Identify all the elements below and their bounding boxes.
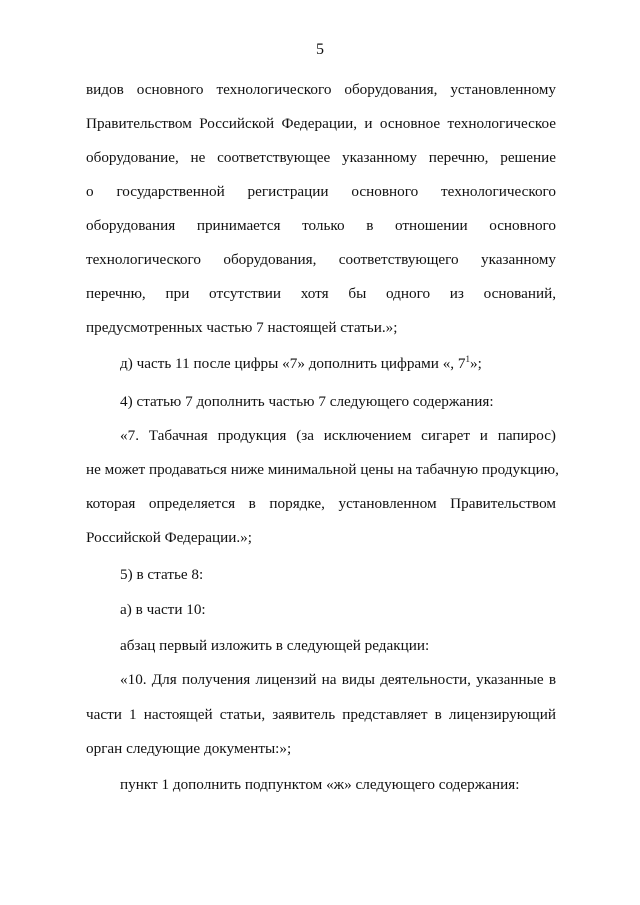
text-line: перечню, при отсутствии хотя бы одного из оснований,: [86, 285, 556, 302]
text-line: Правительством Российской Федерации, и основное технологическое: [86, 115, 556, 132]
text-line: 4) статью 7 дополнить частью 7 следующего содержания:: [120, 393, 494, 410]
text-line: орган следующие документы:»;: [86, 740, 292, 757]
text-line: «7. Табачная продукция (за исключением сигарет и папирос): [120, 427, 556, 444]
text-line: видов основного технологического оборудования, установленному: [86, 81, 556, 98]
text-line: 5) в статье 8:: [120, 566, 204, 583]
text-line: оборудования принимается только в отношении основного: [86, 217, 556, 234]
text-line: технологического оборудования, соответствующего указанному: [86, 251, 556, 268]
page-number: 5: [316, 41, 324, 58]
text-segment: д) часть 11 после цифры «7» дополнить цифрами «, 7: [120, 355, 466, 372]
text-segment: »;: [470, 355, 482, 372]
text-line: предусмотренных частью 7 настоящей статьи.»;: [86, 319, 398, 336]
text-line: о государственной регистрации основного технологического: [86, 183, 556, 200]
text-line: не может продаваться ниже минимальной цены на табачную продукцию,: [86, 461, 559, 478]
text-line: пункт 1 дополнить подпунктом «ж» следующего содержания:: [120, 776, 520, 793]
text-line-with-superscript: [120, 354, 556, 374]
text-line: части 1 настоящей статьи, заявитель представляет в лицензирующий: [86, 706, 556, 723]
text-line: абзац первый изложить в следующей редакции:: [120, 637, 430, 654]
text-line: которая определяется в порядке, установленном Правительством: [86, 495, 556, 512]
text-line: оборудование, не соответствующее указанному перечню, решение: [86, 149, 556, 166]
text-line: а) в части 10:: [120, 601, 206, 618]
text-line: «10. Для получения лицензий на виды деятельности, указанные в: [120, 671, 556, 688]
superscript: 1: [465, 353, 470, 364]
text-line: Российской Федерации.»;: [86, 529, 252, 546]
